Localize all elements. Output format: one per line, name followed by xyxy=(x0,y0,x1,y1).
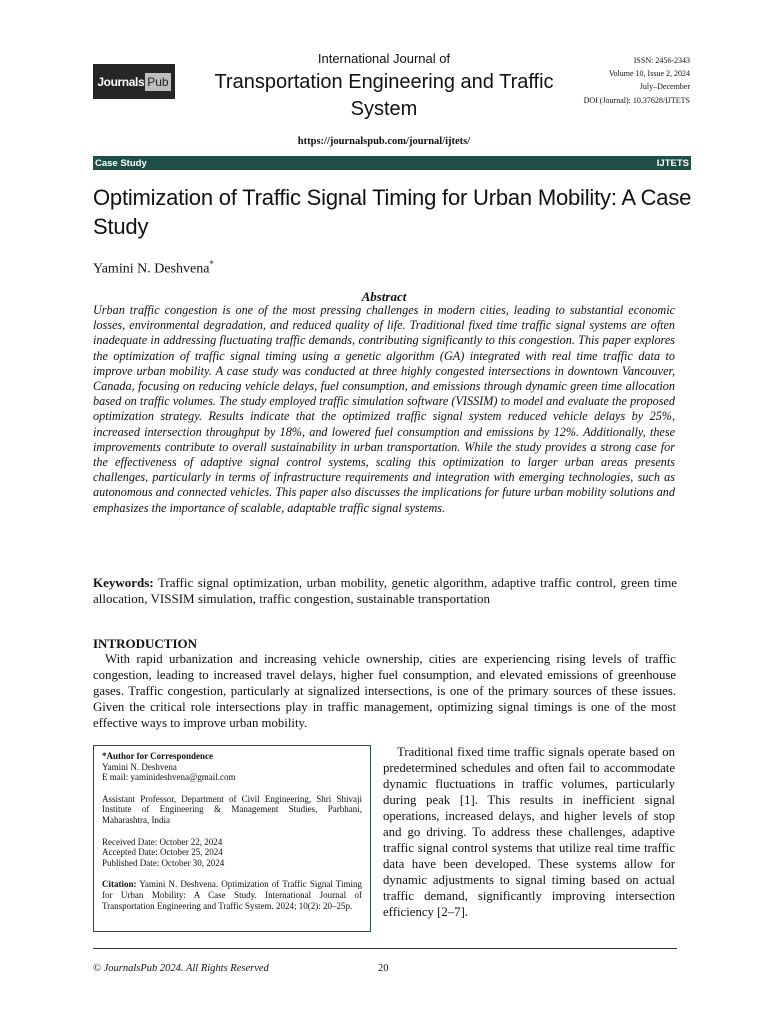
published-date: Published Date: October 30, 2024 xyxy=(102,857,225,868)
journal-abbrev: IJTETS xyxy=(656,157,689,169)
correspondence-heading: *Author for Correspondence xyxy=(102,751,213,761)
correspondence-email[interactable]: E mail: yaminideshvena@gmail.com xyxy=(102,772,236,783)
correspondence-affiliation: Assistant Professor, Department of Civil Engineering, Shri Shivaji Institute of Engineering & Management Studies, Parbhani, Maharashtra, India xyxy=(102,793,362,825)
footer-divider xyxy=(93,948,677,949)
introduction-heading: INTRODUCTION xyxy=(93,636,198,651)
abstract-heading: Abstract xyxy=(361,289,407,304)
journal-meta xyxy=(584,54,690,107)
citation-text: Yamini N. Deshvena. Optimization of Traffic Signal Timing for Urban Mobility: A Case Study. International Journal of Transportation Engineering and Traffic System. 2024; 10(2): 20–25p. xyxy=(102,879,362,911)
journal-intro: International Journal of xyxy=(317,51,451,66)
article-title: Optimization of Traffic Signal Timing for Urban Mobility: A Case Study xyxy=(93,185,692,239)
citation xyxy=(102,879,362,911)
abstract-text: Urban traffic congestion is one of the most pressing challenges in modern cities, leading to substantial economic losses, environmental degradation, and reduced quality of life. Traditional fixed time traffic signal systems are often inadequate in addressing fluctuating traffic demands, contributing significantly to this congestion. This paper explores the optimization of traffic signal timing using a genetic algorithm (GA) integrated with real time traffic data to improve urban mobility. A case study was conducted at three highly congested intersections in downtown Vancouver, Canada, focusing on reducing vehicle delays, fuel consumption, and emissions through dynamic green time allocation based on traffic volumes. The study employed traffic simulation software (VISSIM) to model and evaluate the proposed optimization strategy. Results indicate that the optimized traffic signal system reduced vehicle delays by 25%, increased intersection throughput by 18%, and lowered fuel consumption and emissions by 12%. Additionally, these improvements contribute to overall sustainability in urban transportation. While the study provides a strong case for the effectiveness of adaptive signal control systems, scaling this optimization to larger urban areas presents challenges, particularly in terms of infrastructure requirements and integration with emerging technologies, such as autonomous and connected vehicles. This paper also discusses the implications for future urban mobility solutions and emphasizes the importance of scalable, adaptable traffic signal systems. xyxy=(93,303,675,515)
author-mark: * xyxy=(209,259,214,269)
keywords-label: Keywords: xyxy=(93,575,154,590)
journalspub-logo xyxy=(93,64,175,99)
received-date: Received Date: October 22, 2024 xyxy=(102,836,223,847)
section-bar xyxy=(93,156,691,170)
introduction-paragraph-1: With rapid urbanization and increasing vehicle ownership, cities are experiencing rising levels of traffic congestion, leading to increased travel delays, higher fuel consumption, and elevated emissions of greenhouse gases. Traffic congestion, particularly at signalized intersections, is one of the primary sources of these issues. Given the critical role intersections play in traffic management, optimizing signal timings is one of the most effective ways to improve urban mobility. xyxy=(93,652,676,730)
footer-copyright: © JournalsPub 2024. All Rights Reserved xyxy=(93,963,269,974)
doi: DOI (Journal): 10.37628/IJTETS xyxy=(583,95,690,105)
logo-text-plain: Pub xyxy=(147,74,169,89)
logo-text-bold: Journals xyxy=(97,74,145,89)
author-name: Yamini N. Deshvena xyxy=(93,261,210,277)
journal-name: Transportation Engineering and Traffic System xyxy=(214,71,554,120)
keywords xyxy=(93,575,677,607)
article-type: Case Study xyxy=(95,157,147,169)
issn: ISSN: 2456-2343 xyxy=(633,56,690,65)
citation-label: Citation: xyxy=(102,879,137,890)
page-number: 20 xyxy=(378,963,389,974)
introduction-paragraph-2: Traditional fixed time traffic signals operate based on predetermined schedules and often fail to accommodate dynamic fluctuations in traffic volumes, particularly during peak [1]. This results in inefficient signal operations, increased delays, and higher levels of stop and go driving. To address these challenges, adaptive traffic signal control systems that utilize real time traffic data have been developed. These systems allow for dynamic adjustments to signal timing based on actual traffic demand, significantly improving intersection efficiency [2–7]. xyxy=(383,745,675,919)
keywords-text: Traffic signal optimization, urban mobility, genetic algorithm, adaptive traffic control, green time allocation, VISSIM simulation, traffic congestion, sustainable transportation xyxy=(93,575,677,606)
accepted-date: Accepted Date: October 25, 2024 xyxy=(102,847,223,858)
journal-url-link[interactable]: https://journalspub.com/journal/ijtets/ xyxy=(297,136,471,147)
author-line xyxy=(93,259,214,278)
correspondence-name: Yamini N. Deshvena xyxy=(102,761,177,772)
volume-issue: Volume 10, Issue 2, 2024 xyxy=(608,69,690,79)
period: July–December xyxy=(639,82,690,92)
correspondence-box xyxy=(93,745,371,932)
